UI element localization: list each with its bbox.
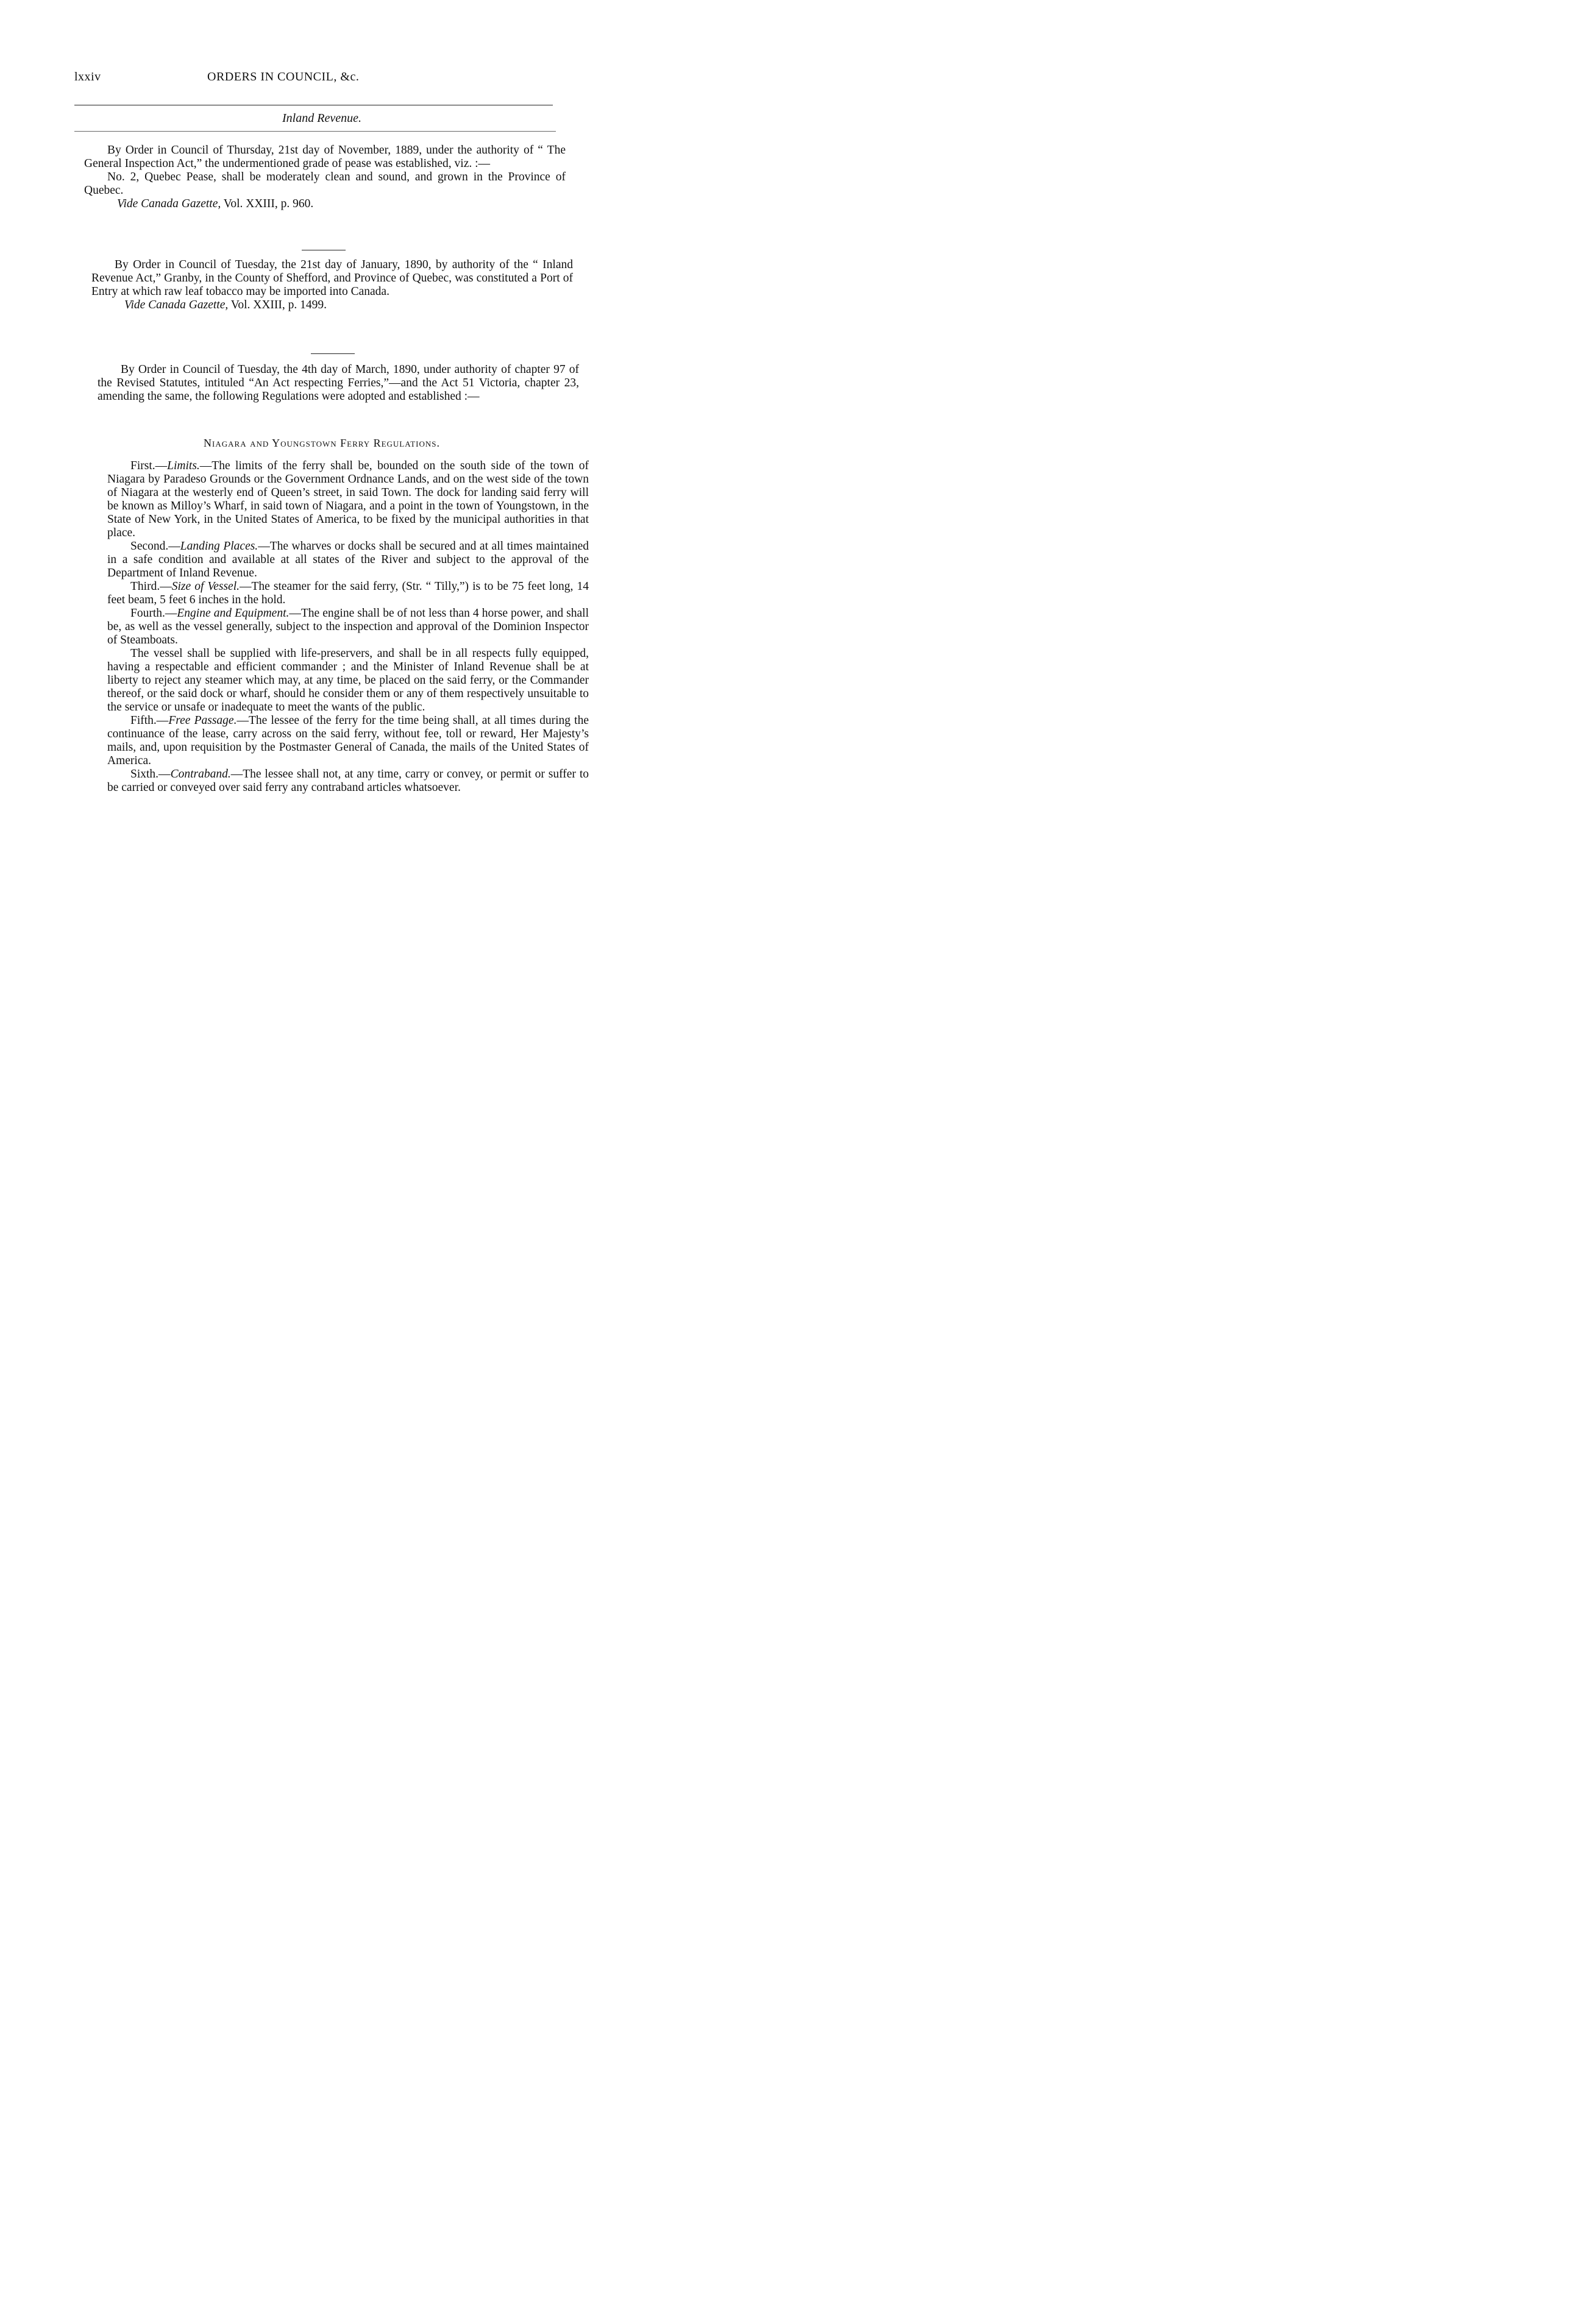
citation-ref: Vol. XXIII, p. 960. xyxy=(223,197,314,210)
regulation-fifth: Fifth.—Free Passage.—The lessee of the ferry for the time being shall, at all times during the continuance of the lease, carry across on the said ferry, without fee, toll or reward, Her Majesty’s mails, and, upon requisition by the Postmaster General of Canada, the mails of the United States of America. xyxy=(107,714,589,767)
regulation-heading: Landing Places. xyxy=(180,540,258,553)
regulation-first: First.—Limits.—The limits of the ferry shall be, bounded on the south side of the town of Niagara by Paradeso Grounds or the Government Ordnance Lands, and on the west side of the town of Niagara at the westerly end of Queen’s street, in said Town. The dock for landing said ferry will be known as Milloy’s Wharf, in said town of Niagara, and a point in the town of Youngstown, in the State of New York, in the United States of America, to be fixed by the municipal authorities in that place. xyxy=(107,459,589,539)
order-2-text: By Order in Council of Tuesday, the 21st day of January, 1890, by authority of the “ Inland Revenue Act,” Granby, in the County of Shefford, and Province of Quebec, was constituted a Port of Entry at which raw leaf tobacco may be imported into Canada. xyxy=(91,258,573,298)
order-1 xyxy=(84,144,566,211)
running-title: ORDERS IN COUNCIL, &c. xyxy=(207,70,360,83)
regulation-heading: Size of Vessel. xyxy=(171,580,240,593)
regulation-heading: Contraband. xyxy=(170,768,231,781)
page-number: lxxiv xyxy=(74,70,101,83)
section-title: Inland Revenue. xyxy=(282,112,361,125)
regulations-list xyxy=(107,459,589,795)
regulation-heading: Free Passage. xyxy=(168,714,237,727)
regulation-heading: Engine and Equipment. xyxy=(177,607,290,620)
separator-rule-2 xyxy=(311,353,355,354)
order-2 xyxy=(91,258,573,312)
order-1-detail: No. 2, Quebec Pease, shall be moderately clean and sound, and grown in the Province of Quebec. xyxy=(84,171,566,197)
running-head xyxy=(74,70,556,88)
regulation-fourth-continued: The vessel shall be supplied with life-preservers, and shall be in all respects fully equipped, having a respectable and efficient commander ; and the Minister of Inland Revenue shall be at liberty to reject any steamer which may, at any time, be placed on the said ferry, or the Commander thereof, or the said dock or wharf, should he consider them or any of them respectively unsuitable to the service or unsafe or inadequate to meet the wants of the public. xyxy=(107,647,589,714)
order-1-text: By Order in Council of Thursday, 21st day of November, 1889, under the authority of “ The General Inspection Act,” the undermentioned grade of pease was established, viz. :— xyxy=(84,144,566,170)
order-2-citation xyxy=(91,299,573,312)
citation-source: Vide Canada Gazette, xyxy=(117,197,221,210)
order-1-citation xyxy=(84,197,566,211)
regulation-sixth: Sixth.—Contraband.—The lessee shall not, at any time, carry or convey, or permit or suffer to be carried or conveyed over said ferry any contraband articles whatsoever. xyxy=(107,768,589,794)
regulations-title: Niagara and Youngstown Ferry Regulations. xyxy=(204,437,440,449)
document-page xyxy=(0,0,644,936)
order-3 xyxy=(98,363,579,403)
regulation-fourth: Fourth.—Engine and Equipment.—The engine shall be of not less than 4 horse power, and shall be, as well as the vessel generally, subject to the inspection and approval of the Dominion Inspector of Steamboats. xyxy=(107,607,589,647)
regulation-second: Second.—Landing Places.—The wharves or docks shall be secured and at all times maintained in a safe condition and available at all states of the River and subject to the approval of the Department of Inland Revenue. xyxy=(107,540,589,579)
citation-ref: Vol. XXIII, p. 1499. xyxy=(230,299,327,311)
section-rule xyxy=(74,131,556,132)
order-3-text: By Order in Council of Tuesday, the 4th day of March, 1890, under authority of chapter 97 of the Revised Statutes, intituled “An Act respecting Ferries,”—and the Act 51 Victoria, chapter 23, amending the same, the following Regulations were adopted and established :— xyxy=(98,363,579,403)
citation-source: Vide Canada Gazette, xyxy=(124,299,229,311)
regulation-third: Third.—Size of Vessel.—The steamer for the said ferry, (Str. “ Tilly,”) is to be 75 feet long, 14 feet beam, 5 feet 6 inches in the hold. xyxy=(107,580,589,606)
regulation-heading: Limits. xyxy=(167,459,200,472)
